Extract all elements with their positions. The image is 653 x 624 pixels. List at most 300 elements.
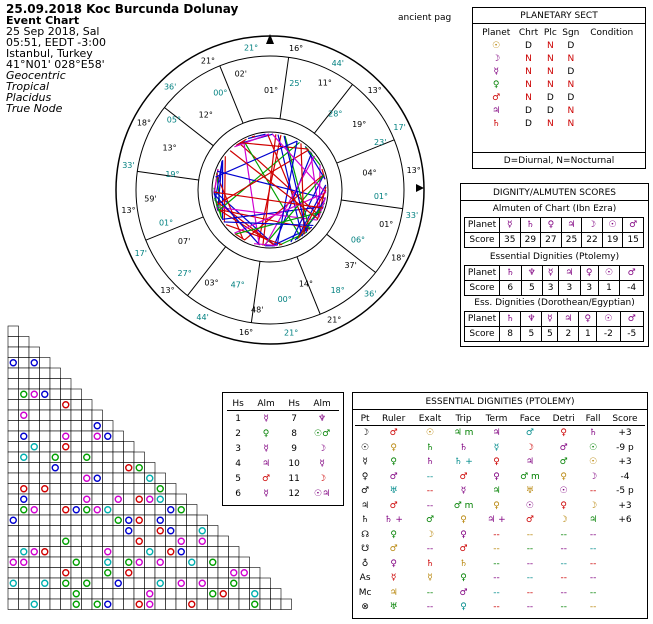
ess-cell: ♄ [459,558,468,569]
sect-h-chrt: Chrt [518,27,539,38]
sect-cell-cond [582,39,641,52]
aspect-grid-cell [92,442,103,453]
aspect-lines [214,134,326,246]
aspect-grid-cell [124,452,135,463]
sect-cell-c: N [525,53,532,64]
aspect-grid-cell [145,568,156,579]
aspect-grid-cell [40,421,51,432]
almuten-score: 5 [542,327,558,342]
aspect-grid-cell [134,568,145,579]
aspect-grid-cell [92,526,103,537]
almuten-planet: ♀ [579,312,597,327]
aspect-grid-cell [113,526,124,537]
sect-h-planet: Planet [482,27,511,38]
al-row-planet2: Planet [465,266,500,281]
ess-cell: ♀ [560,471,567,482]
aspect-grid-cell [40,494,51,505]
aspect-grid-cell [71,431,82,442]
sect-row [477,104,641,117]
aspect-grid-cell [19,379,30,390]
house-degree-label: 13° [160,286,175,296]
aspect-grid-cell [71,463,82,474]
aspect-grid-cell [29,484,40,495]
aspect-grid-cell [71,452,82,463]
aspect-grid-cell [145,463,156,474]
ess-cell: ♂ [559,457,568,468]
sect-cell-p: ☿ [493,66,499,77]
aspect-grid-cell [19,599,30,610]
almuten-sub2: Essential Dignities (Ptolemy) [489,252,620,262]
house-degree-label: 13° [367,85,382,95]
sect-cell-cond [582,65,641,78]
almuten-planet: ♄ [500,312,521,327]
wheel-labels [121,43,420,337]
planet-degree-label: 01° [379,219,394,229]
ess-cell [605,600,645,615]
hs-cell: ♂ [262,473,271,484]
aspect-grid-cell [239,599,250,610]
sect-table [477,26,641,130]
hs-h1: Hs [232,398,244,409]
ess-cell: ♀ [390,457,397,468]
ess-row [355,542,645,557]
aspect-grid-cell [82,557,93,568]
ess-cell: -- [426,544,434,555]
ess-cell: +6 [618,515,632,526]
sect-cell-c: D [525,118,532,129]
aspect-grid-cell [218,557,229,568]
aspect-grid-cell [19,400,30,411]
sect-cell-s: N [567,105,575,116]
aspect-grid-cell [187,526,198,537]
sect-cell-pl: D [546,92,554,103]
aspect-grid-cell [8,526,19,537]
sect-h-plc: Plc [543,27,557,38]
aspect-grid-cell [8,326,19,337]
ess-cell: ♄ [425,558,435,569]
hs-cell: ☿ [263,413,269,424]
aspect-grid-cell [197,547,208,558]
hs-cell: ♀ [262,428,270,439]
alm-h1: Alm [257,398,275,409]
aspect-grid-cell [29,494,40,505]
ess-cell: ♀ [493,457,500,468]
almuten-score: 3 [580,281,598,296]
aspect-grid-cell [29,347,40,358]
aspect-grid-cell [124,484,135,495]
aspect-grid-cell [239,589,250,600]
almuten-score: 1 [598,281,620,296]
ess-cell: ♂ [389,471,398,482]
hs-cell: ☿ [319,458,325,469]
aspect-grid-cell [71,473,82,484]
almuten-table1 [464,217,644,248]
al-row-planet: Planet [465,218,500,233]
hs-cell: 7 [291,413,297,424]
ess-cell: ♂ [389,500,398,511]
al-row-score2: Score [465,281,500,296]
aspect-grid-cell [218,578,229,589]
aspect-grid-cell [50,599,61,610]
aspect-grid-cell [124,494,135,505]
ess-cell [605,557,645,572]
aspect-grid-cell [113,568,124,579]
ess-cell: ♃ [589,515,598,526]
aspect-grid-cell [166,557,177,568]
almuten-box [460,183,649,347]
ess-cell: ☉ [361,442,370,453]
planetary-sect-box [472,7,646,169]
ess-cell: ♅ [389,602,398,613]
ess-cell: -- [526,544,534,555]
ess-cell: +3 [618,457,632,468]
aspect-grid-cell [124,536,135,547]
aspect-grid-cell [145,526,156,537]
aspect-grid-cell [40,400,51,411]
ess-cell: -- [560,558,567,569]
aspect-grid-cell [29,568,40,579]
hs-cell: ☉♃ [314,488,331,499]
aspect-grid-cell [50,421,61,432]
ess-cell: ♂ [525,428,534,439]
aspect-grid-cell [40,557,51,568]
ess-header: Fall [581,412,605,426]
aspect-grid-cell [113,442,124,453]
ess-header: Ruler [375,412,412,426]
house-cusp [280,57,289,118]
house-cusp [188,247,226,296]
ess-cell: -- [560,602,567,613]
aspect-grid-cell [124,505,135,516]
aspect-grid-cell [61,452,72,463]
ess-cell: -- [589,602,597,613]
aspect-grid-cell [155,589,166,600]
aspect-grid-cell [103,463,114,474]
almuten-planet: ☽ [582,218,603,233]
aspect-grid-cell [103,421,114,432]
ess-cell: -- [589,587,597,598]
ess-row [355,455,645,470]
ess-cell: ♂ [459,471,468,482]
aspect-grid-cell [40,505,51,516]
ess-cell: ♃ + [487,515,506,526]
house-degree-label: 16° [289,44,304,54]
aspect-grid-cell [260,578,271,589]
aspect-grid-cell [8,547,19,558]
aspect-grid-cell [92,536,103,547]
aspect-grid-cell [71,536,82,547]
aspect-grid-cell [61,389,72,400]
ess-cell: ♃ [525,457,534,468]
aspect-grid-cell [82,568,93,579]
aspect-grid-cell [40,515,51,526]
hs-cell: 8 [291,428,297,439]
aspect-grid-cell [176,557,187,568]
house-degree-label: 13° [406,165,421,175]
sect-cell-pl: N [547,79,554,90]
aspect-grid-cell [50,494,61,505]
ess-row [355,600,645,615]
sect-row [477,39,641,52]
planet-degree-label: 59' [144,194,157,204]
aspect-grid-cell [8,368,19,379]
house-degree-label: 16° [238,327,254,337]
chart-wheel [70,30,470,360]
aspect-grid-cell [8,599,19,610]
aspect-grid-cell [40,473,51,484]
ess-cell: ☽ [361,428,370,439]
ess-cell: -- [560,587,567,598]
aspect-grid-cell [281,599,292,610]
ess-row [355,426,645,441]
ess-cell: -- [560,544,567,555]
ess-cell: ♄ + [454,457,473,468]
aspect-grid-cell [40,358,51,369]
aspect-grid-cell [40,379,51,390]
almuten-score: 3 [543,281,559,296]
aspect-grid-cell [103,526,114,537]
ess-cell: ♀ [390,442,397,453]
ess-cell: ♃ [389,587,398,598]
aspect-grid-cell [82,442,93,453]
almuten-score: 22 [582,233,603,248]
aspect-grid-cell [197,568,208,579]
ess-cell: ♀ [361,471,369,482]
ess-header: Score [605,412,645,426]
ess-row [355,513,645,528]
sect-cell-cond [582,52,641,65]
ess-cell: ♃ m [453,428,474,439]
ess-cell: ☿ [427,573,433,584]
aspect-grid-cell [176,494,187,505]
aspect-grid-cell [50,557,61,568]
aspect-grid-cell [145,536,156,547]
aspect-grid-cell [124,578,135,589]
almuten-score: -2 [597,327,620,342]
ess-cell: ☉ [425,428,435,439]
aspect-grid-cell [208,568,219,579]
aspect-grid-cell [134,547,145,558]
aspect-grid-cell [155,599,166,610]
aspect-grid-cell [8,494,19,505]
ess-cell: ♄ [425,442,435,453]
aspect-grid-cell [40,568,51,579]
planet-degree-label: 25' [289,78,302,88]
sect-title: PLANETARY SECT [520,11,598,21]
almuten-score: 3 [559,281,581,296]
ess-cell: +3 [618,500,632,511]
planet-degree-label: 48' [251,305,264,315]
aspect-grid-cell [61,484,72,495]
aspect-grid-cell [71,389,82,400]
aspect-grid-cell [187,568,198,579]
hs-cell: 10 [288,458,300,469]
chart-opt2: Tropical [6,80,50,93]
sect-cell-pl: N [547,66,554,77]
aspect-grid-cell [29,578,40,589]
ess-cell: -- [426,602,434,613]
aspect-grid-cell [218,599,229,610]
planet-degree-label: 14° [298,279,314,289]
ess-cell: ♅ [525,486,534,497]
aspect-grid-cell [134,484,145,495]
house-degree-label: 33' [122,160,135,170]
sect-cell-cond [582,117,641,130]
aspect-grid-cell [19,473,30,484]
aspect-grid-cell [19,442,30,453]
house-degree-label: 44' [331,58,344,68]
ess-cell: -- [589,486,597,497]
ess-cell: ♀ [460,529,467,540]
ess-cell: -- [493,529,500,540]
planet-degree-label: 19° [165,169,180,179]
aspect-grid-cell [71,400,82,411]
ess-row [355,528,645,543]
aspect-grid-cell [187,505,198,516]
ess-cell: ♂ [525,515,534,526]
aspect-grid-cell [155,536,166,547]
sect-cell-p: ♃ [492,105,501,116]
aspect-grid-cell [113,484,124,495]
almuten-score: 25 [561,233,582,248]
aspect-grid-cell [29,463,40,474]
planet-degree-label: 23' [374,138,387,148]
ess-cell: -- [426,500,434,511]
ess-header: Detri [546,412,581,426]
aspect-grid-cell [208,547,219,558]
aspect-grid-cell [29,526,40,537]
aspect-grid-cell [50,473,61,484]
aspect-grid-cell [92,557,103,568]
aspect-grid-cell [8,421,19,432]
ess-header: Term [479,412,514,426]
ess-cell: ♀ [390,529,397,540]
aspect-grid-cell [166,484,177,495]
almuten-planet: ♄ [520,218,541,233]
sect-cell-s: N [567,53,575,64]
ess-cell: ♄ [425,457,435,468]
aspect-grid-cell [40,442,51,453]
ess-cell: ♄ [459,442,468,453]
aspect-grid-cell [197,589,208,600]
aspect-grid-cell [50,379,61,390]
aspect-grid-cell [92,410,103,421]
aspect-grid-cell [82,589,93,600]
aspect-grid-cell [103,452,114,463]
aspect-grid-cell [197,599,208,610]
aspect-grid-cell [40,368,51,379]
ess-cell: ♂ [425,515,435,526]
aspect-grid-cell [82,515,93,526]
almuten-planet: ♄ [500,266,522,281]
ess-header: Trip [448,412,479,426]
aspect-grid-cell [250,578,261,589]
ess-cell: ♂ [559,442,568,453]
ess-row [355,484,645,499]
aspect-line [230,151,318,219]
aspect-grid-cell [50,368,61,379]
almuten-score: -4 [620,281,644,296]
aspect-grid-cell [19,347,30,358]
aspect-grid-cell [61,557,72,568]
ess-cell: -- [493,602,500,613]
ess-cell: -- [526,529,534,540]
aspect-grid-cell [50,505,61,516]
hs-cell: ☿ [263,443,269,454]
ess-cell: ♀ [493,471,500,482]
ess-cell: ♄ [361,515,370,526]
almuten-planet: ♂ [620,312,643,327]
aspect-grid-cell [208,536,219,547]
aspect-grid-cell [197,515,208,526]
chart-coords: 41°N01' 028°E58' [6,58,105,71]
aspect-grid-cell [50,568,61,579]
ess-cell: ☉ [525,500,534,511]
hs-cell: 4 [235,458,241,469]
sect-cell-c: N [525,66,532,77]
almuten-planet: ♃ [558,312,579,327]
aspect-grid-cell [82,547,93,558]
aspect-grid-cell [50,589,61,600]
chart-date: 25 Sep 2018, Sal [6,25,100,38]
aspect-grid-cell [82,599,93,610]
sect-row [477,117,641,130]
almuten-score: 15 [623,233,644,248]
almuten-planet: ♃ [559,266,581,281]
aspect-grid-cell [8,452,19,463]
sect-cell-s: N [567,118,575,129]
almuten-score: 27 [541,233,562,248]
planet-degree-label: 19° [352,120,367,130]
aspect-grid-cell [40,431,51,442]
aspect-grid-cell [271,589,282,600]
ess-row [355,441,645,456]
house-degree-label: 36' [163,82,177,92]
essential-title: ESSENTIAL DIGNITIES (PTOLEMY) [425,397,575,407]
aspect-grid-cell [103,473,114,484]
aspect-grid-cell [71,484,82,495]
almuten-score: 2 [558,327,579,342]
aspect-grid-cell [29,400,40,411]
aspect-grid-cell [103,578,114,589]
sect-row [477,65,641,78]
aspect-grid-cell [176,568,187,579]
ess-cell: ☉ [559,486,568,497]
house-degree-label: 21° [327,315,342,325]
hs-cell: 11 [288,473,300,484]
aspect-grid-cell [113,589,124,600]
planet-degree-label: 01° [264,86,279,95]
hs-cell: 5 [235,473,241,484]
hs-cell: 12 [288,488,300,499]
ess-cell: -- [526,573,534,584]
aspect-grid-cell [19,515,30,526]
almuten-planet: ♀ [541,218,562,233]
ess-header: Pt [355,412,375,426]
ess-cell: -- [589,573,597,584]
aspect-grid [4,322,304,622]
aspect-grid-cell [19,337,30,348]
aspect-grid-cell [82,421,93,432]
planet-degree-label: 27° [177,269,192,279]
page-note: ancient pag [398,13,452,23]
ess-cell: -- [426,587,434,598]
almuten-score: -5 [620,327,643,342]
aspect-grid-cell [113,599,124,610]
ess-row [355,586,645,601]
hs-cell: 9 [291,443,297,454]
aspect-grid-cell [260,589,271,600]
